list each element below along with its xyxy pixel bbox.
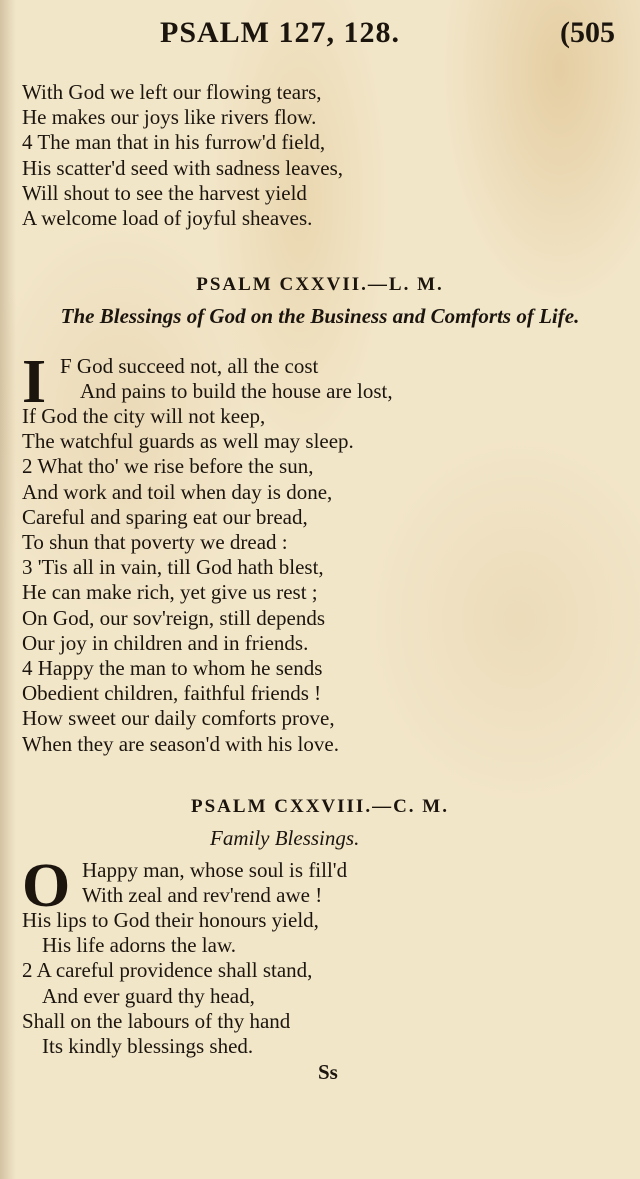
verse-line: F God succeed not, all the cost: [60, 354, 319, 378]
verse-line: With zeal and rev'rend awe !: [82, 883, 323, 908]
running-title: PSALM 127, 128.: [160, 16, 400, 49]
drop-cap: O: [22, 852, 71, 920]
verse-line: His scatter'd seed with sadness leaves,: [22, 155, 344, 180]
verse-line: Will shout to see the harvest yield: [22, 180, 307, 205]
psalm-127-subtitle: The Blessings of God on the Business and Comforts of Life.: [60, 304, 580, 328]
verse-line: And ever guard thy head,: [42, 983, 255, 1008]
psalm-128-heading: PSALM CXXVIII.—C. M.: [191, 796, 449, 817]
verse-line: He makes our joys like rivers flow.: [22, 105, 317, 130]
verse-line: And work and toil when day is done,: [22, 479, 333, 504]
verse-line: Our joy in children and in friends.: [22, 630, 309, 655]
drop-cap: I: [22, 348, 47, 416]
psalm-128-subtitle: Family Blessings.: [210, 826, 360, 850]
verse-line: Obedient children, faithful friends !: [22, 681, 322, 706]
verse-line: If God the city will not keep,: [22, 404, 266, 428]
verse-line: 2 What tho' we rise before the sun,: [22, 454, 314, 479]
verse-line: With God we left our flowing tears,: [22, 80, 322, 104]
verse-line: He can make rich, yet give us rest ;: [22, 580, 318, 605]
catchword: Ss: [318, 1060, 338, 1084]
verse-line: On God, our sov'reign, still depends: [22, 605, 326, 630]
page-header: [0, 16, 640, 56]
verse-line: Its kindly blessings shed.: [42, 1034, 254, 1059]
verse-line: His lips to God their honours yield,: [22, 908, 319, 932]
verse-line: How sweet our daily comforts prove,: [22, 706, 335, 731]
psalm-128-body: [22, 908, 627, 1059]
verse-line: And pains to build the house are lost,: [80, 379, 393, 404]
verse-line: Careful and sparing eat our bread,: [22, 504, 308, 529]
verse-line: 3 'Tis all in vain, till God hath blest,: [22, 555, 324, 580]
verse-line: A welcome load of joyful sheaves.: [22, 206, 313, 231]
verse-line: 2 A careful providence shall stand,: [22, 958, 313, 983]
verse-line: His life adorns the law.: [42, 933, 237, 958]
psalm-127-heading: PSALM CXXVII.—L. M.: [196, 274, 444, 295]
verse-line: Shall on the labours of thy hand: [22, 1008, 291, 1033]
verse-line: 4 The man that in his furrow'd field,: [22, 130, 326, 155]
verse-line: Happy man, whose soul is fill'd: [82, 858, 348, 882]
verse-line: When they are season'd with his love.: [22, 731, 339, 756]
psalm-127-body: [22, 404, 627, 757]
page-number: (505: [560, 16, 615, 49]
verse-line: 4 Happy the man to whom he sends: [22, 656, 323, 681]
verse-line: To shun that poverty we dread :: [22, 530, 288, 555]
top-stanza: [22, 80, 627, 231]
verse-line: The watchful guards as well may sleep.: [22, 429, 354, 454]
